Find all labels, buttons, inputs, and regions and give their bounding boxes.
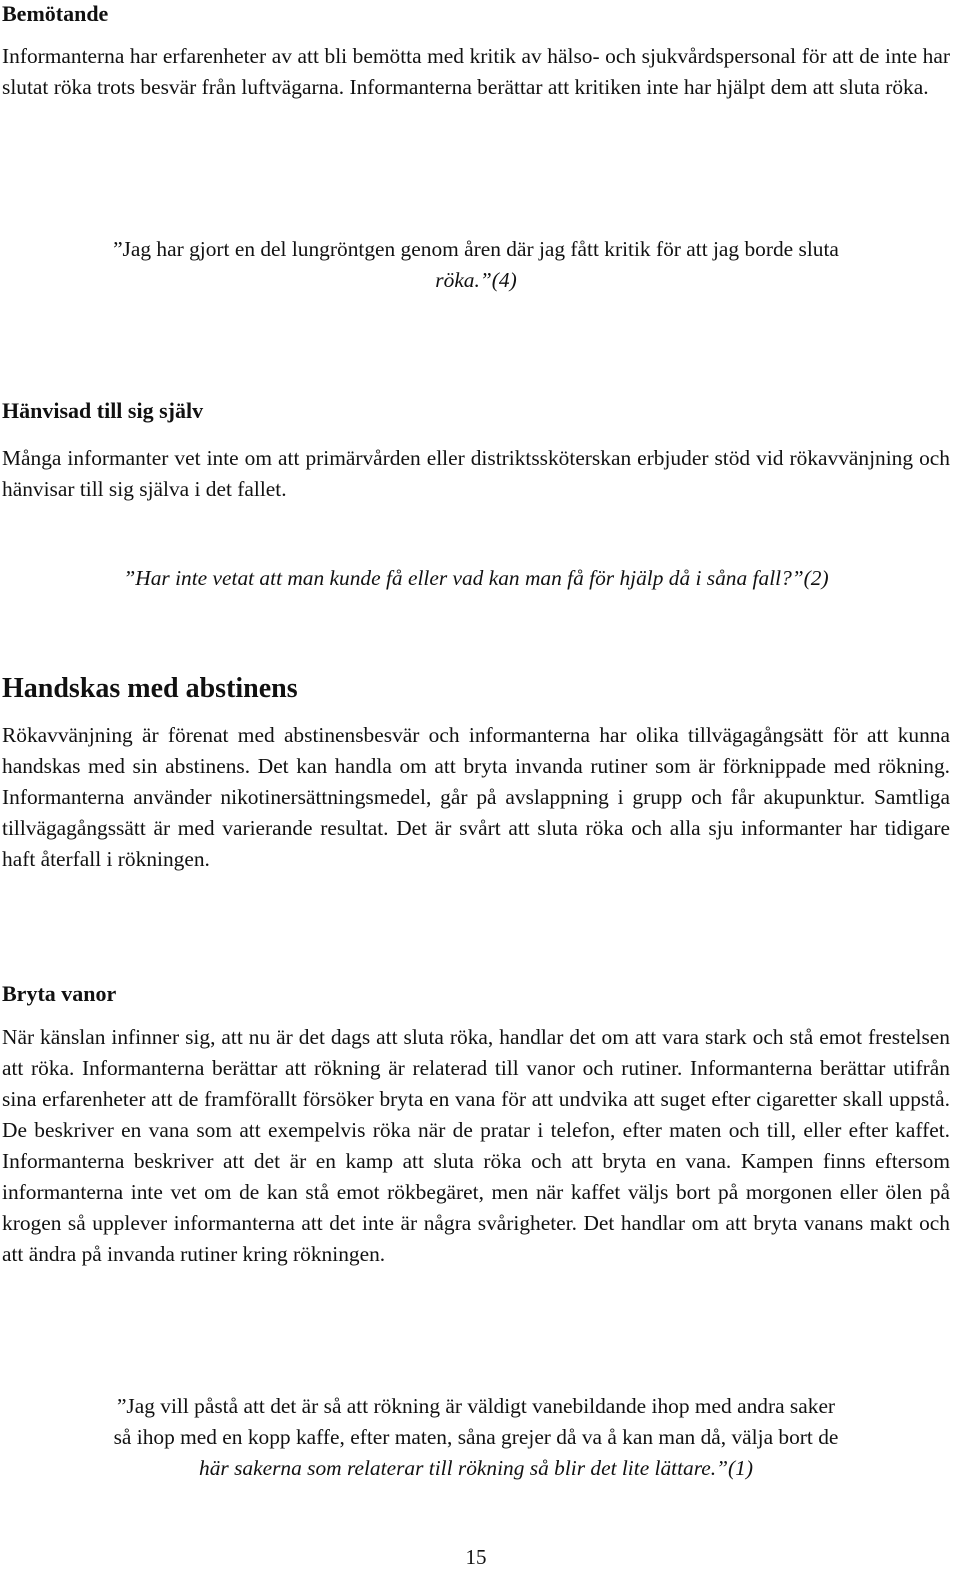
quote-line: ”Har inte vetat att man kunde få eller vad kan man få för hjälp då i såna fall?”(2) — [123, 566, 829, 590]
section-paragraph-block — [2, 443, 950, 505]
section-paragraph-block — [2, 720, 950, 875]
section-paragraph: Informanterna har erfarenheter av att bli bemötta med kritik av hälso- och sjukvårdspersonal för att de inte har slutat röka trots besvär från luftvägarna. Informanterna berättar att kritiken inte har hjälpt dem att sluta röka. — [2, 44, 950, 99]
section-paragraph-block — [2, 41, 950, 103]
quote-line: ”Jag vill påstå att det är så att rökning är väldigt vanebildande ihop med andra saker — [116, 1394, 836, 1418]
quote-line: röka.”(4) — [435, 268, 517, 292]
quote-block — [2, 563, 950, 594]
section-paragraph: Många informanter vet inte om att primärvården eller distriktssköterskan erbjuder stöd vid rökavvänjning och hänvisar till sig själva i det fallet. — [2, 446, 950, 501]
section-heading: Hänvisad till sig själv — [2, 398, 204, 423]
section-abstinens — [2, 672, 950, 706]
section-heading: Bemötande — [2, 1, 109, 26]
section-paragraph: När känslan infinner sig, att nu är det dags att sluta röka, handlar det om att vara stark och stå emot frestelsen att röka. Informanterna berättar att rökning är relaterad till vanor och rutiner. Informanterna berättar utifrån sina erfarenheter att de framförallt försöker bryta en vana för att undvika att suget efter cigaretter skall uppstå. De beskriver en vana som att exempelvis röka när de pratar i telefon, efter maten och till, eller efter kaffet. Informanterna beskriver att det är en kamp att sluta röka och att bryta en vana. Kampen finns eftersom informanterna inte vet om de kan stå emot rökbegäret, men när kaffet väljs bort på morgonen eller ölen på krogen så upplever informanterna att det inte är några svårigheter. Det handlar om att bryta vanans makt och att ändra på invanda rutiner kring rökningen. — [2, 1025, 950, 1266]
section-heading: Handskas med abstinens — [2, 673, 298, 704]
section-heading: Bryta vanor — [2, 981, 117, 1006]
quote-line: här sakerna som relaterar till rökning så blir det lite lättare.”(1) — [199, 1456, 753, 1480]
quote-line: så ihop med en kopp kaffe, efter maten, såna grejer då va å kan man då, välja bort de — [113, 1425, 839, 1449]
page-number: 15 — [465, 1545, 487, 1569]
quote-line: ”Jag har gjort en del lungröntgen genom åren där jag fått kritik för att jag borde sluta — [113, 237, 839, 261]
section-paragraph: Rökavvänjning är förenat med abstinensbesvär och informanterna har olika tillvägagångsätt för att kunna handskas med sin abstinens. Det kan handla om att bryta invanda rutiner som är förknippade med rökning. Informanterna använder nikotinersättningsmedel, går på avslappning i grupp och får akupunktur. Samtliga tillvägagångssätt är med varierande resultat. Det är svårt att sluta röka och alla sju informanter har tidigare haft återfall i rökningen. — [2, 723, 950, 871]
quote-block — [2, 1391, 950, 1484]
section-hanvisad — [2, 397, 950, 425]
section-bryta-vanor — [2, 980, 950, 1008]
section-bemotande — [2, 0, 950, 28]
section-paragraph-block — [2, 1022, 950, 1270]
quote-block — [2, 234, 950, 296]
